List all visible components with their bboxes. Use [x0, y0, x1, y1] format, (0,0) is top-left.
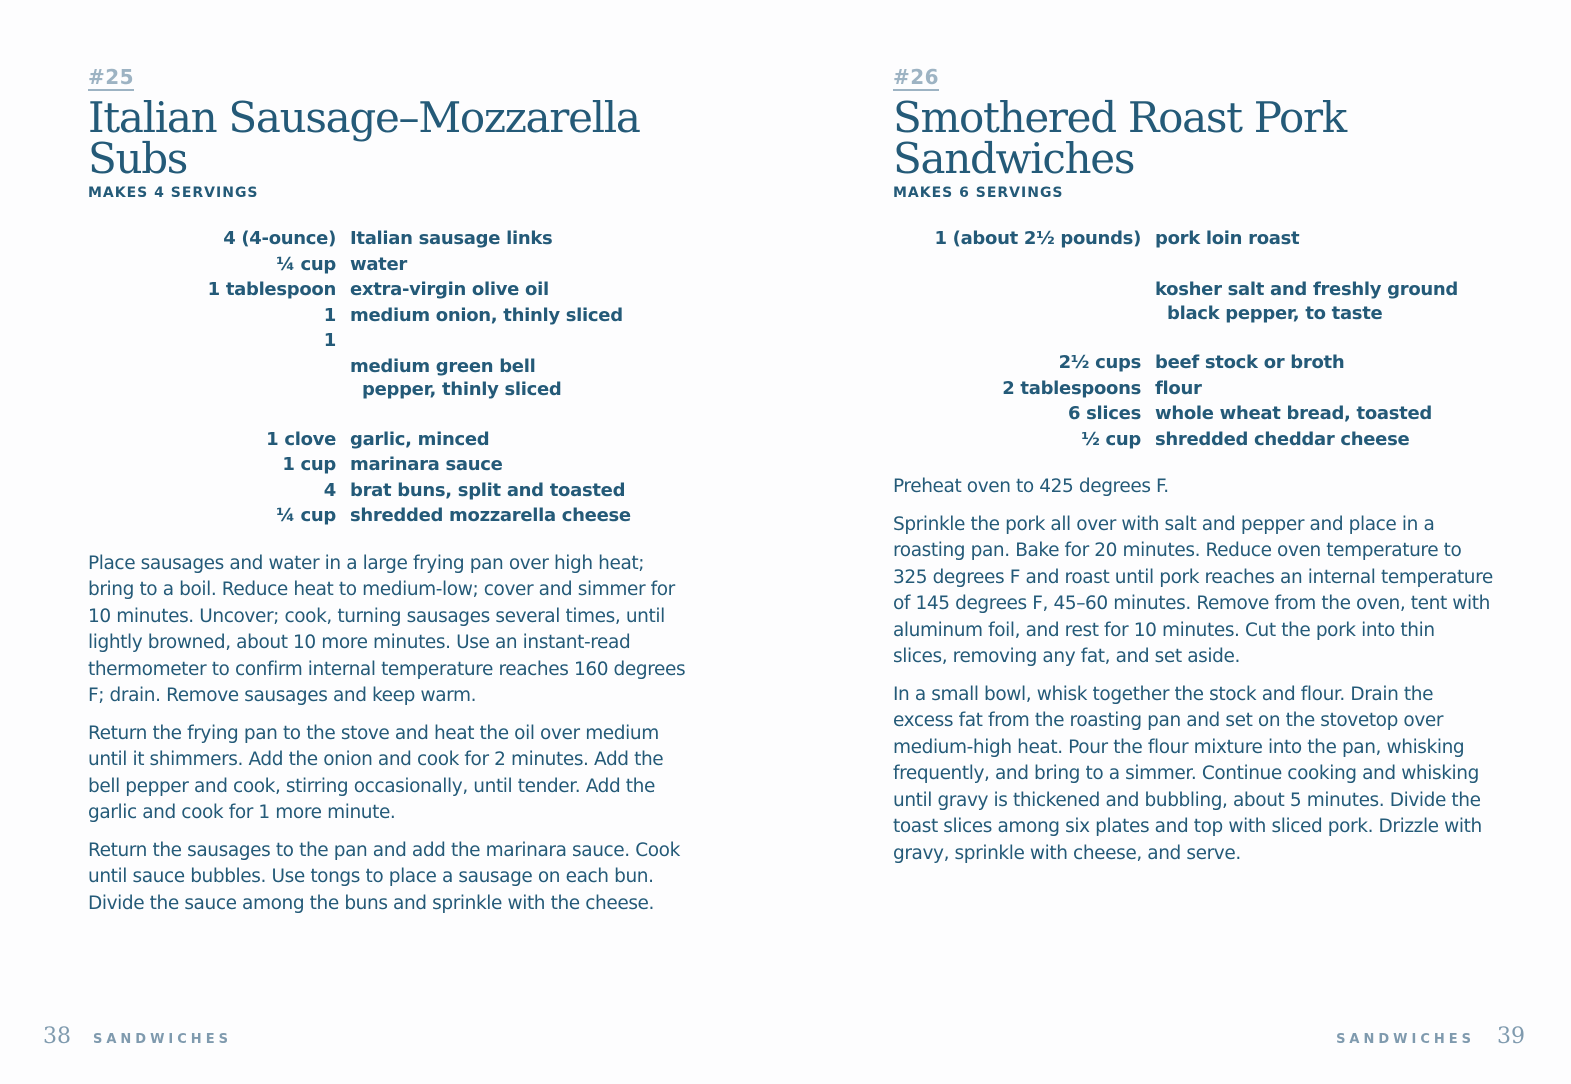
- ingredient-item: flour: [1155, 377, 1202, 399]
- ingredient-qty: ¼ cup: [276, 253, 336, 275]
- ingredient-qty: 1 clove: [266, 428, 336, 450]
- ingredient-qty: 4: [323, 479, 336, 501]
- ingredient-qty: 1 tablespoon: [207, 279, 336, 300]
- servings: MAKES 6 SERVINGS: [893, 185, 1064, 201]
- recipe-title: Italian Sausage–Mozzarella Subs: [88, 93, 640, 183]
- ingredient-list: [893, 226, 1493, 452]
- ingredient-qty: ¼ cup: [276, 505, 336, 526]
- page-number: 39: [1497, 1024, 1525, 1049]
- method: [88, 551, 688, 918]
- ingredient-item: Italian sausage links: [350, 228, 553, 249]
- recipe-title-line: Smothered Roast Pork: [893, 93, 1346, 142]
- ingredient-item: extra-virgin olive oil: [350, 279, 549, 300]
- ingredient-item-continuation: pepper, thinly sliced: [362, 379, 562, 400]
- ingredient-item: [1155, 252, 1493, 351]
- recipe-26: [893, 66, 1493, 878]
- section-name: SANDWICHES: [93, 1032, 232, 1047]
- method-step: Sprinkle the pork all over with salt and pepper and place in a roasting pan. Bake for 20 minutes. Reduce oven temperature to 325 degrees F and roast until pork reaches an internal temperature of 145 degrees F, 45–60 minutes. Remove from the oven, tent with aluminum foil, and rest for 10 minutes. Cut the pork into thin slices, removing any fat, and set aside.: [893, 513, 1493, 667]
- recipe-title: [893, 93, 1493, 183]
- ingredient-item: shredded mozzarella cheese: [350, 505, 631, 526]
- ingredient-qty: 1 (about 2½ pounds): [934, 228, 1141, 249]
- method-step: Return the frying pan to the stove and heat the oil over medium until it shimmers. Add the onion and cook for 2 minutes. Add the bell pepper and cook, stirring occasionally, until tender. Add the garlic and cook for 1 more minute.: [88, 722, 664, 823]
- ingredient-qty: ½ cup: [1081, 428, 1141, 450]
- method-step: Preheat oven to 425 degrees F.: [893, 476, 1169, 497]
- method: [893, 474, 1493, 867]
- ingredient-item: marinara sauce: [350, 454, 503, 475]
- ingredient-item: brat buns, split and toasted: [350, 479, 626, 501]
- recipe-title-line: Sandwiches: [893, 134, 1135, 183]
- ingredient-item-line: kosher salt and freshly ground: [1155, 279, 1459, 300]
- ingredient-item: beef stock or broth: [1155, 352, 1345, 373]
- ingredient-item: pork loin roast: [1155, 228, 1300, 249]
- ingredient-item: garlic, minced: [350, 428, 490, 450]
- ingredient-qty: 1: [323, 330, 336, 351]
- recipe-25: [88, 66, 688, 928]
- ingredient-qty: 4 (4-ounce): [223, 228, 336, 249]
- method-step: Return the sausages to the pan and add the marinara sauce. Cook until sauce bubbles. Use tongs to place a sausage on each bun. Divide the sauce among the buns and sprinkle with the cheese.: [88, 839, 680, 914]
- method-step: In a small bowl, whisk together the stock and flour. Drain the excess fat from the roasting pan and set on the stovetop over medium-high heat. Pour the flour mixture into the pan, whisking frequently, and bring to a simmer. Continue cooking and whisking until gravy is thickened and bubbling, about 5 minutes. Divide the toast slices among six plates and top with sliced pork. Drizzle with gravy, sprinkle with cheese, and serve.: [893, 683, 1482, 864]
- ingredient-item: shredded cheddar cheese: [1155, 428, 1410, 450]
- right-page: [785, 0, 1571, 1084]
- ingredient-item: whole wheat bread, toasted: [1155, 403, 1432, 424]
- left-page: [0, 0, 785, 1084]
- ingredient-item-continuation: black pepper, to taste: [1167, 302, 1383, 324]
- ingredient-list: [88, 226, 688, 529]
- ingredient-qty: 2 tablespoons: [1002, 377, 1141, 399]
- ingredient-qty: 1: [323, 304, 336, 326]
- section-name: SANDWICHES: [1336, 1032, 1475, 1047]
- ingredient-item: [350, 328, 688, 427]
- ingredient-qty: 6 slices: [1067, 403, 1141, 424]
- recipe-number: #26: [893, 65, 940, 89]
- page-number: 38: [43, 1024, 71, 1049]
- ingredient-item: water: [350, 253, 407, 275]
- ingredient-qty: 1 cup: [282, 454, 336, 475]
- ingredient-qty: 2½ cups: [1058, 352, 1141, 373]
- ingredient-item: medium onion, thinly sliced: [350, 304, 623, 326]
- method-step: Place sausages and water in a large frying pan over high heat; bring to a boil. Reduce heat to medium-low; cover and simmer for 10 minutes. Uncover; cook, turning sausages several times, until lightly browned, about 10 more minutes. Use an instant-read thermometer to confirm internal temperature reaches 160 degrees F; drain. Remove sausages and keep warm.: [88, 552, 686, 706]
- ingredient-qty: [893, 252, 1141, 351]
- recipe-number: #25: [88, 65, 135, 89]
- ingredient-item-line: medium green bell: [350, 355, 536, 377]
- page-footer: [1336, 1024, 1525, 1049]
- servings: MAKES 4 SERVINGS: [88, 185, 259, 201]
- page-footer: [43, 1024, 232, 1049]
